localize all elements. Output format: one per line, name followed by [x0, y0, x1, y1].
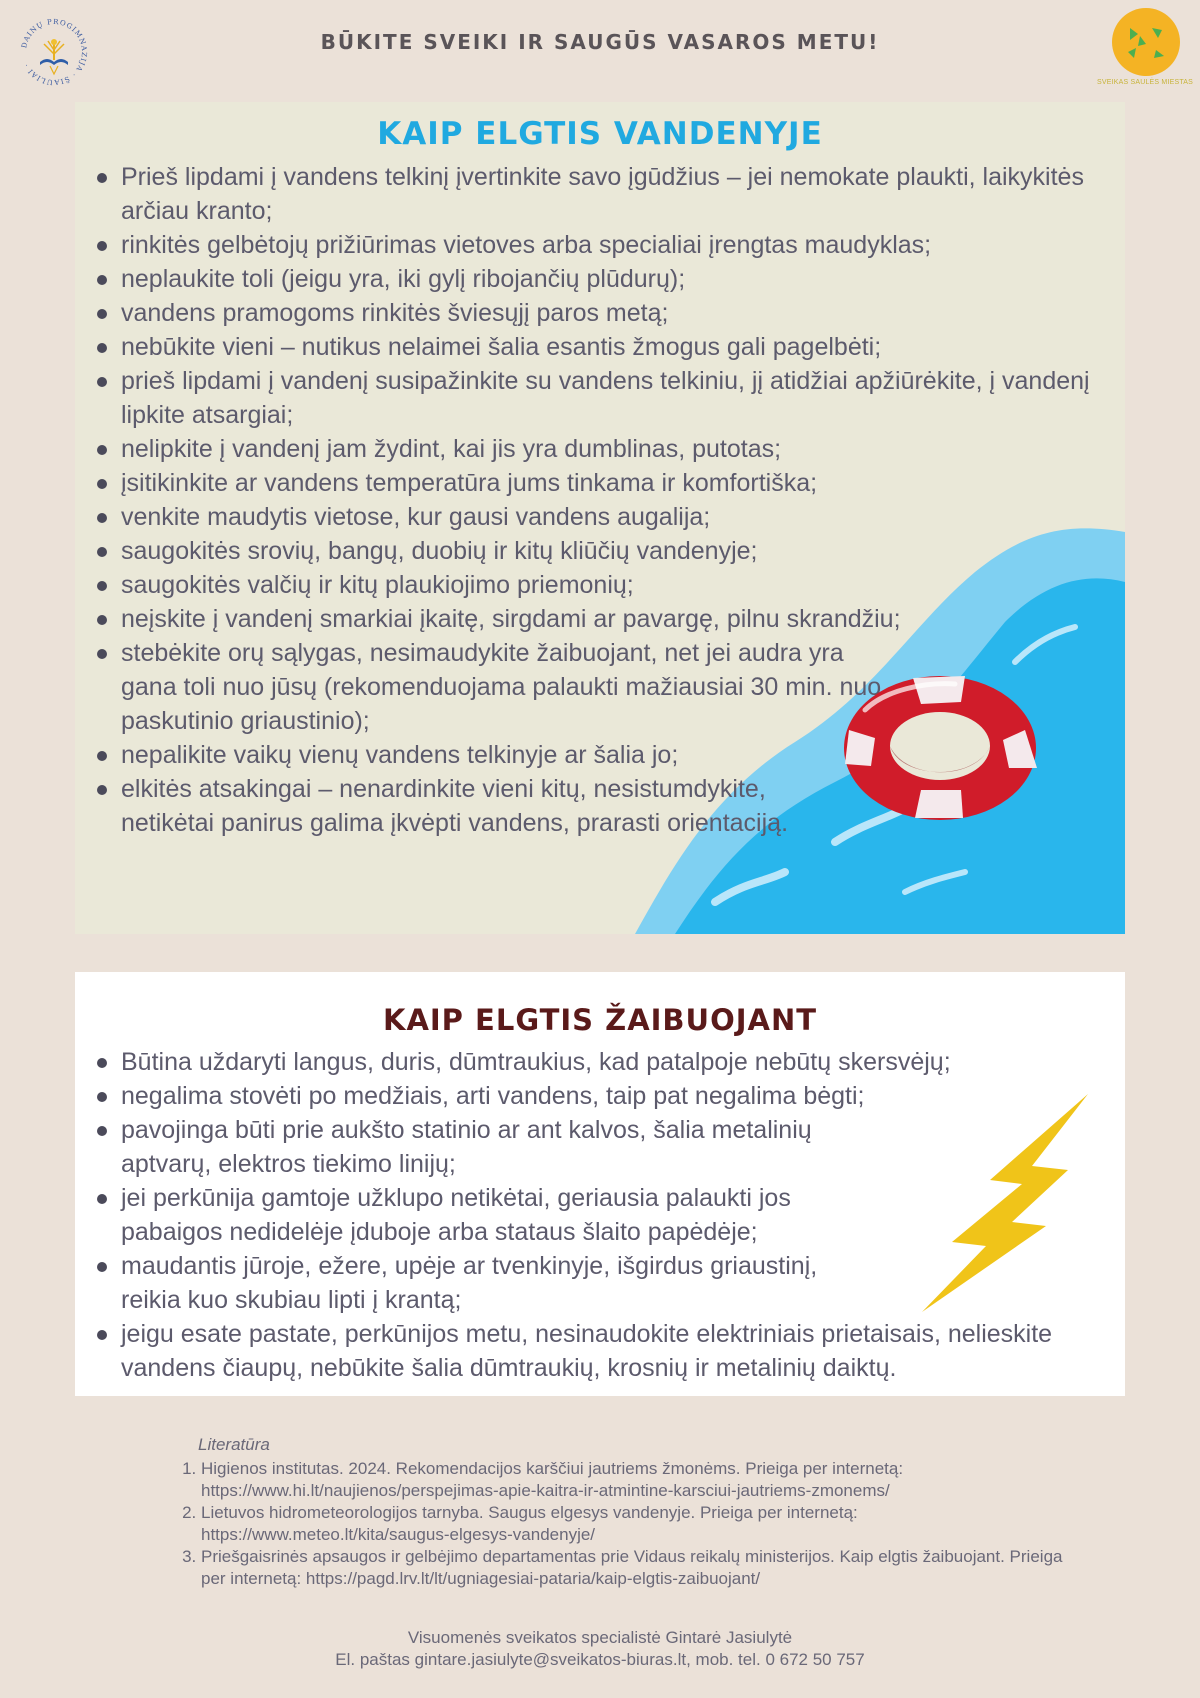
list-item: nelipkite į vandenį jam žydint, kai jis yra dumblinas, putotas; [75, 432, 1135, 466]
footer-contact: El. paštas gintare.jasiulyte@sveikatos-biuras.lt, mob. tel. 0 672 50 757 [335, 1650, 865, 1669]
city-logo-caption: SVEIKAS SAULĖS MIESTAS [1096, 79, 1194, 86]
water-section-title: KAIP ELGTIS VANDENYJE [377, 116, 823, 152]
list-item: maudantis jūroje, ežere, upėje ar tvenkinyje, išgirdus griaustinį, reikia kuo skubiau lipti į krantą; [75, 1249, 851, 1317]
lightning-section-title: KAIP ELGTIS ŽAIBUOJANT [382, 1003, 818, 1037]
list-item: vandens pramogoms rinkitės šviesųjį paros metą; [75, 296, 1135, 330]
list-item: rinkitės gelbėtojų prižiūrimas vietoves arba specialiai įrengtas maudyklas; [75, 228, 1135, 262]
literature-item: 2. Lietuvos hidrometeorologijos tarnyba. Saugus elgesys vandenyje. Prieiga per internetą: https://www.meteo.lt/kita/saugus-elgesys-vandenyje/ [201, 1502, 1081, 1546]
list-item: jeigu esate pastate, perkūnijos metu, nesinaudokite elektriniais prietaisais, nelieskite vandens čiaupų, nebūkite šalia dūmtraukių, krosnių ir metalinių daiktų. [75, 1317, 1135, 1385]
list-item: Prieš lipdami į vandens telkinį įvertinkite savo įgūdžius – jei nemokate plaukti, laikykitės arčiau kranto; [75, 160, 1135, 228]
list-item: saugokitės srovių, bangų, duobių ir kitų kliūčių vandenyje; [75, 534, 1135, 568]
list-item: prieš lipdami į vandenį susipažinkite su vandens telkiniu, jį atidžiai apžiūrėkite, į vandenį lipkite atsargiai; [75, 364, 1135, 432]
list-item: neplaukite toli (jeigu yra, iki gylį ribojančių plūdurų); [75, 262, 1135, 296]
list-item: elkitės atsakingai – nenardinkite vieni kitų, nesistumdykite, netikėtai panirus galima įkvėpti vandens, prarasti orientaciją. [75, 772, 801, 840]
literature-item: 3. Priešgaisrinės apsaugos ir gelbėjimo departamentas prie Vidaus reikalų ministerijos. Kaip elgtis žaibuojant. Prieiga per internetą: https://pagd.lrv.lt/lt/ugniagesiai-pataria/kaip-elgtis-zaibuojant/ [201, 1546, 1081, 1590]
list-item: stebėkite orų sąlygas, nesimaudykite žaibuojant, net jei audra yra gana toli nuo jūsų (rekomenduojama palaukti mažiausiai 30 min. nuo paskutinio griaustinio); [75, 636, 891, 738]
list-item: nepalikite vaikų vienų vandens telkinyje ar šalia jo; [75, 738, 1135, 772]
lightning-bolt-icon [920, 1092, 1090, 1314]
list-item: jei perkūnija gamtoje užklupo netikėtai, geriausia palaukti jos pabaigos nedidelėje įduboje arba stataus šlaito papėdėje; [75, 1181, 851, 1249]
literature-list [175, 1458, 1081, 1590]
literature-heading: Literatūra [198, 1435, 270, 1454]
list-item: Būtina uždaryti langus, duris, dūmtraukius, kad patalpoje nebūtų skersvėjų; [75, 1045, 1135, 1079]
footer [0, 1627, 1200, 1671]
lifebuoy-icon [835, 660, 1045, 830]
list-item: įsitikinkite ar vandens temperatūra jums tinkama ir komfortiška; [75, 466, 1135, 500]
list-item: venkite maudytis vietose, kur gausi vandens augalija; [75, 500, 1135, 534]
list-item: pavojinga būti prie aukšto statinio ar ant kalvos, šalia metalinių aptvarų, elektros tiekimo linijų; [75, 1113, 851, 1181]
literature-item: 1. Higienos institutas. 2024. Rekomendacijos karščiui jautriems žmonėms. Prieiga per internetą: https://www.hi.lt/naujienos/perspejimas-apie-kaitra-ir-atmintine-karsciui-jautriems-zmonems/ [201, 1458, 1081, 1502]
svg-text:DAINŲ PROGIMNAZIJA · ŠIAULIAI: DAINŲ PROGIMNAZIJA · ŠIAULIAI · [20, 17, 89, 87]
footer-author: Visuomenės sveikatos specialistė Gintarė Jasiulytė [407, 1628, 793, 1647]
list-item: neįskite į vandenį smarkiai įkaitę, sirgdami ar pavargę, pilnu skrandžiu; [75, 602, 1135, 636]
page-title: BŪKITE SVEIKI IR SAUGŪS VASAROS METU! [320, 30, 880, 54]
list-item: nebūkite vieni – nutikus nelaimei šalia esantis žmogus gali pagelbėti; [75, 330, 1135, 364]
list-item: saugokitės valčių ir kitų plaukiojimo priemonių; [75, 568, 1135, 602]
list-item: negalima stovėti po medžiais, arti vandens, taip pat negalima bėgti; [75, 1079, 1135, 1113]
